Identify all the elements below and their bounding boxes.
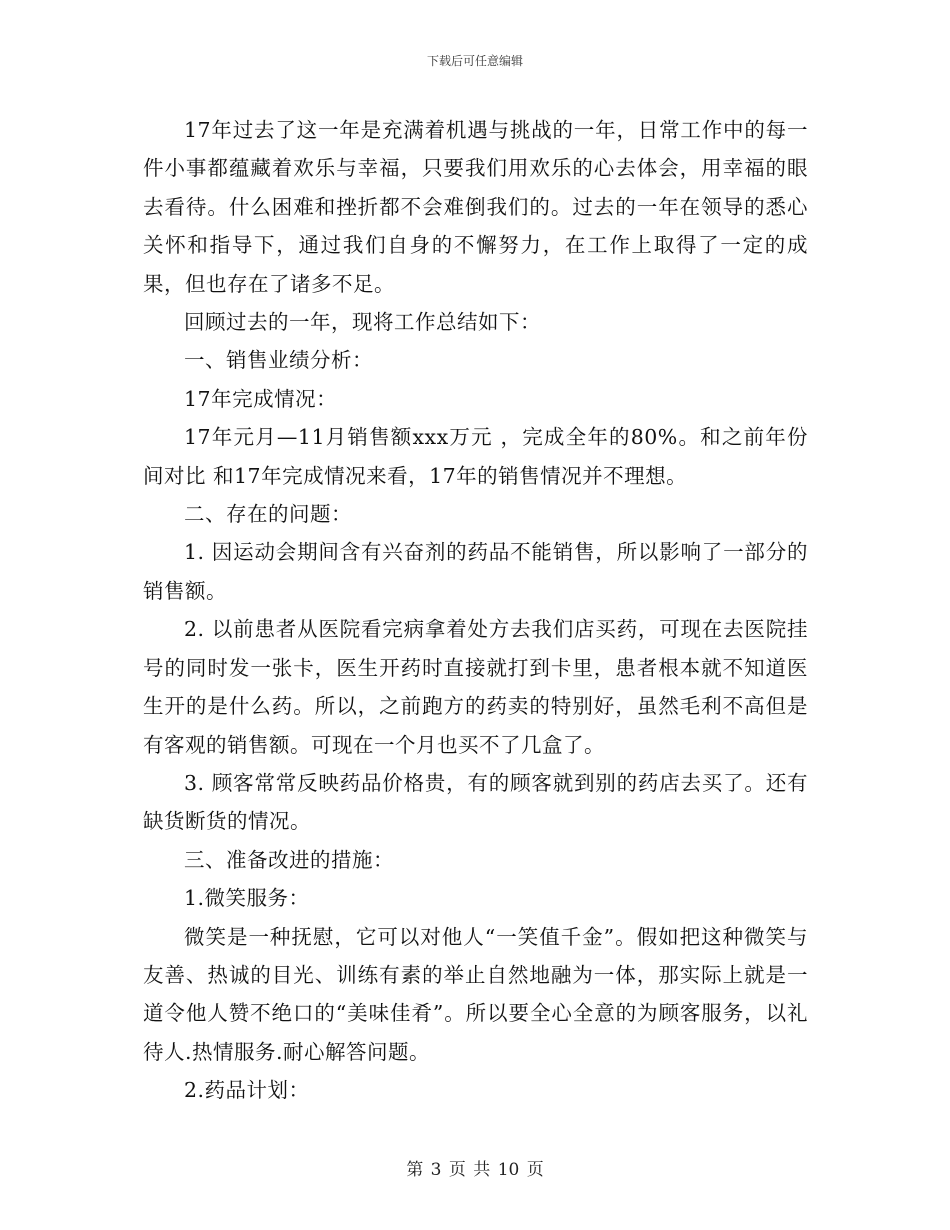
page-header: 下载后可任意编辑 xyxy=(426,54,523,68)
document-body xyxy=(143,111,808,1110)
section-heading-sales-analysis: 一、销售业绩分析： xyxy=(184,348,373,373)
paragraph-sales-figures: 17年元月—11月销售额xxx万元 ，完成全年的80%。和之前年份间对比 和17年完成情况来看，17年的销售情况并不理想。 xyxy=(143,425,808,488)
paragraph-review: 回顾过去的一年，现将工作总结如下： xyxy=(184,310,541,335)
section-heading-improvements: 三、准备改进的措施： xyxy=(184,847,394,872)
subheading-completion: 17年完成情况： xyxy=(184,386,338,411)
problem-item-1: 1. 因运动会期间含有兴奋剂的药品不能销售，所以影响了一部分的销售额。 xyxy=(143,540,808,603)
problem-item-3: 3. 顾客常常反映药品价格贵，有的顾客就到别的药店去买了。还有缺货断货的情况。 xyxy=(143,770,808,834)
subheading-drug-plan: 2.药品计划： xyxy=(184,1078,310,1103)
paragraph-smile-service: 微笑是一种抚慰，它可以对他人“一笑值千金”。假如把这种微笑与友善、热诚的目光、训练有素的举止自然地融为一体，那实际上就是一道令他人赞不绝口的“美味佳肴”。所以要全心全意的为顾客服务，以礼待人.热情服务.耐心解答问题。 xyxy=(143,924,808,1064)
subheading-smile-service: 1.微笑服务： xyxy=(184,886,310,911)
page-footer: 第 3 页 共 10 页 xyxy=(406,1160,544,1180)
problem-item-2: 2. 以前患者从医院看完病拿着处方去我们店买药，可现在去医院挂号的同时发一张卡，医生开药时直接就打到卡里，患者根本就不知道医生开的是什么药。所以，之前跑方的药卖的特别好，虽然毛利不高但是有客观的销售额。可现在一个月也买不了几盒了。 xyxy=(143,617,808,757)
paragraph-intro: 17年过去了这一年是充满着机遇与挑战的一年，日常工作中的每一件小事都蕴藏着欢乐与幸福，只要我们用欢乐的心去体会，用幸福的眼去看待。什么困难和挫折都不会难倒我们的。过去的一年在领导的悉心关怀和指导下，通过我们自身的不懈努力，在工作上取得了一定的成果，但也存在了诸多不足。 xyxy=(143,118,808,296)
section-heading-problems: 二、存在的问题： xyxy=(184,502,352,527)
